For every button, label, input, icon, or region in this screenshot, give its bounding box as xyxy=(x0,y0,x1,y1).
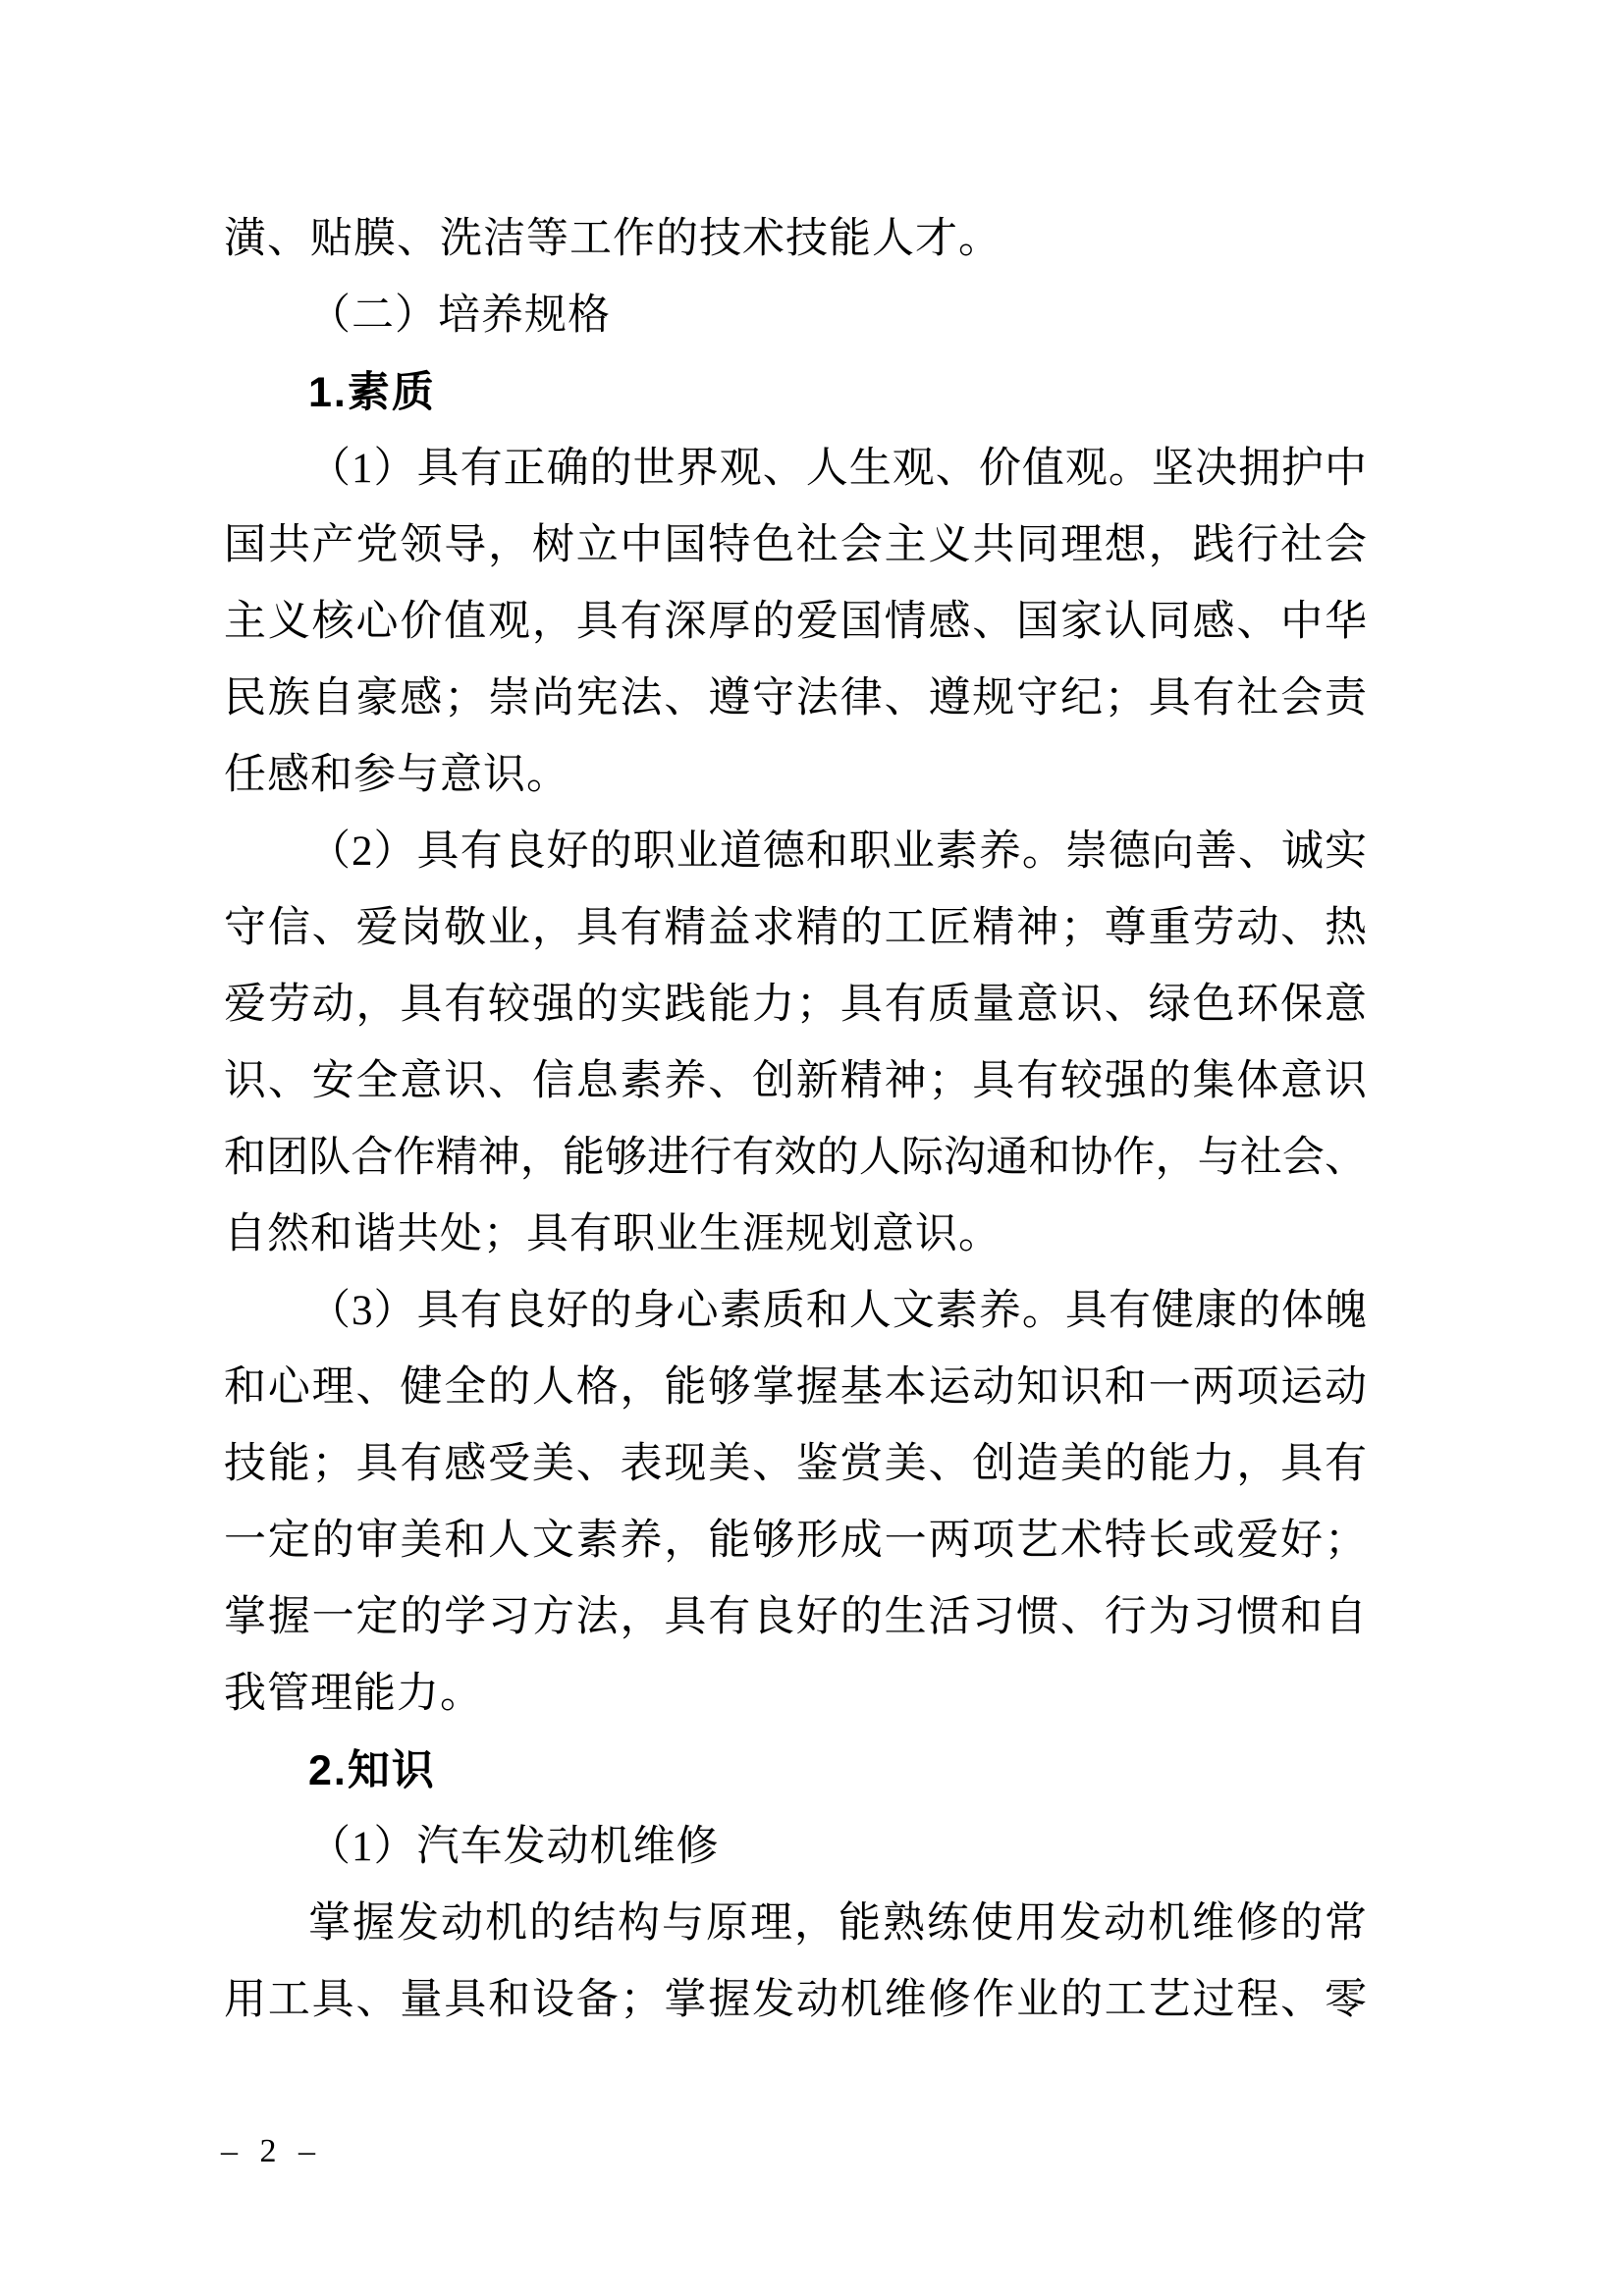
paragraph-line: 掌握发动机的结构与原理，能熟练使用发动机维修的常 xyxy=(308,1900,1367,1947)
paragraph-line: 和心理、健全的人格，能够掌握基本运动知识和一两项运动 xyxy=(224,1364,1367,1411)
paragraph-line: 一定的审美和人文素养，能够形成一两项艺术特长或爱好； xyxy=(224,1518,1367,1564)
paragraph-line: （3）具有良好的身心素质和人文素养。具有健康的体魄 xyxy=(308,1288,1367,1334)
paragraph-line: 我管理能力。 xyxy=(224,1671,483,1717)
paragraph-line: 掌握一定的学习方法，具有良好的生活习惯、行为习惯和自 xyxy=(224,1594,1367,1640)
paragraph-line: 国共产党领导，树立中国特色社会主义共同理想，践行社会 xyxy=(224,522,1367,568)
page-number: – 2 – xyxy=(221,2133,315,2169)
paragraph-line: 技能；具有感受美、表现美、鉴赏美、创造美的能力，具有 xyxy=(224,1441,1367,1487)
paragraph-line: 任感和参与意识。 xyxy=(224,752,569,798)
paragraph-line: （1）具有正确的世界观、人生观、价值观。坚决拥护中 xyxy=(308,446,1367,492)
paragraph-line: 主义核心价值观，具有深厚的爱国情感、国家认同感、中华 xyxy=(224,599,1367,645)
paragraph-line: 爱劳动，具有较强的实践能力；具有质量意识、绿色环保意 xyxy=(224,982,1367,1028)
paragraph-line: （2）具有良好的职业道德和职业素养。崇德向善、诚实 xyxy=(308,828,1367,875)
paragraph-line: 守信、爱岗敬业，具有精益求精的工匠精神；尊重劳动、热 xyxy=(224,905,1367,951)
numbered-heading: 2.知识 xyxy=(308,1747,436,1794)
numbered-heading: 1.素质 xyxy=(308,369,436,416)
paragraph-line: 自然和谐共处；具有职业生涯规划意识。 xyxy=(224,1211,1001,1257)
subsection-heading: （二）培养规格 xyxy=(308,293,611,339)
document-body xyxy=(224,201,1367,2039)
paragraph-line: 识、安全意识、信息素养、创新精神；具有较强的集体意识 xyxy=(224,1058,1367,1104)
body-text-line: 潢、贴膜、洗洁等工作的技术技能人才。 xyxy=(224,216,1001,262)
paragraph-line: 民族自豪感；崇尚宪法、遵守法律、遵规守纪；具有社会责 xyxy=(224,675,1367,721)
paragraph-line: 和团队合作精神，能够进行有效的人际沟通和协作，与社会、 xyxy=(224,1135,1367,1181)
subsection-heading: （1）汽车发动机维修 xyxy=(308,1824,720,1870)
paragraph-line: 用工具、量具和设备；掌握发动机维修作业的工艺过程、零 xyxy=(224,1977,1367,2023)
